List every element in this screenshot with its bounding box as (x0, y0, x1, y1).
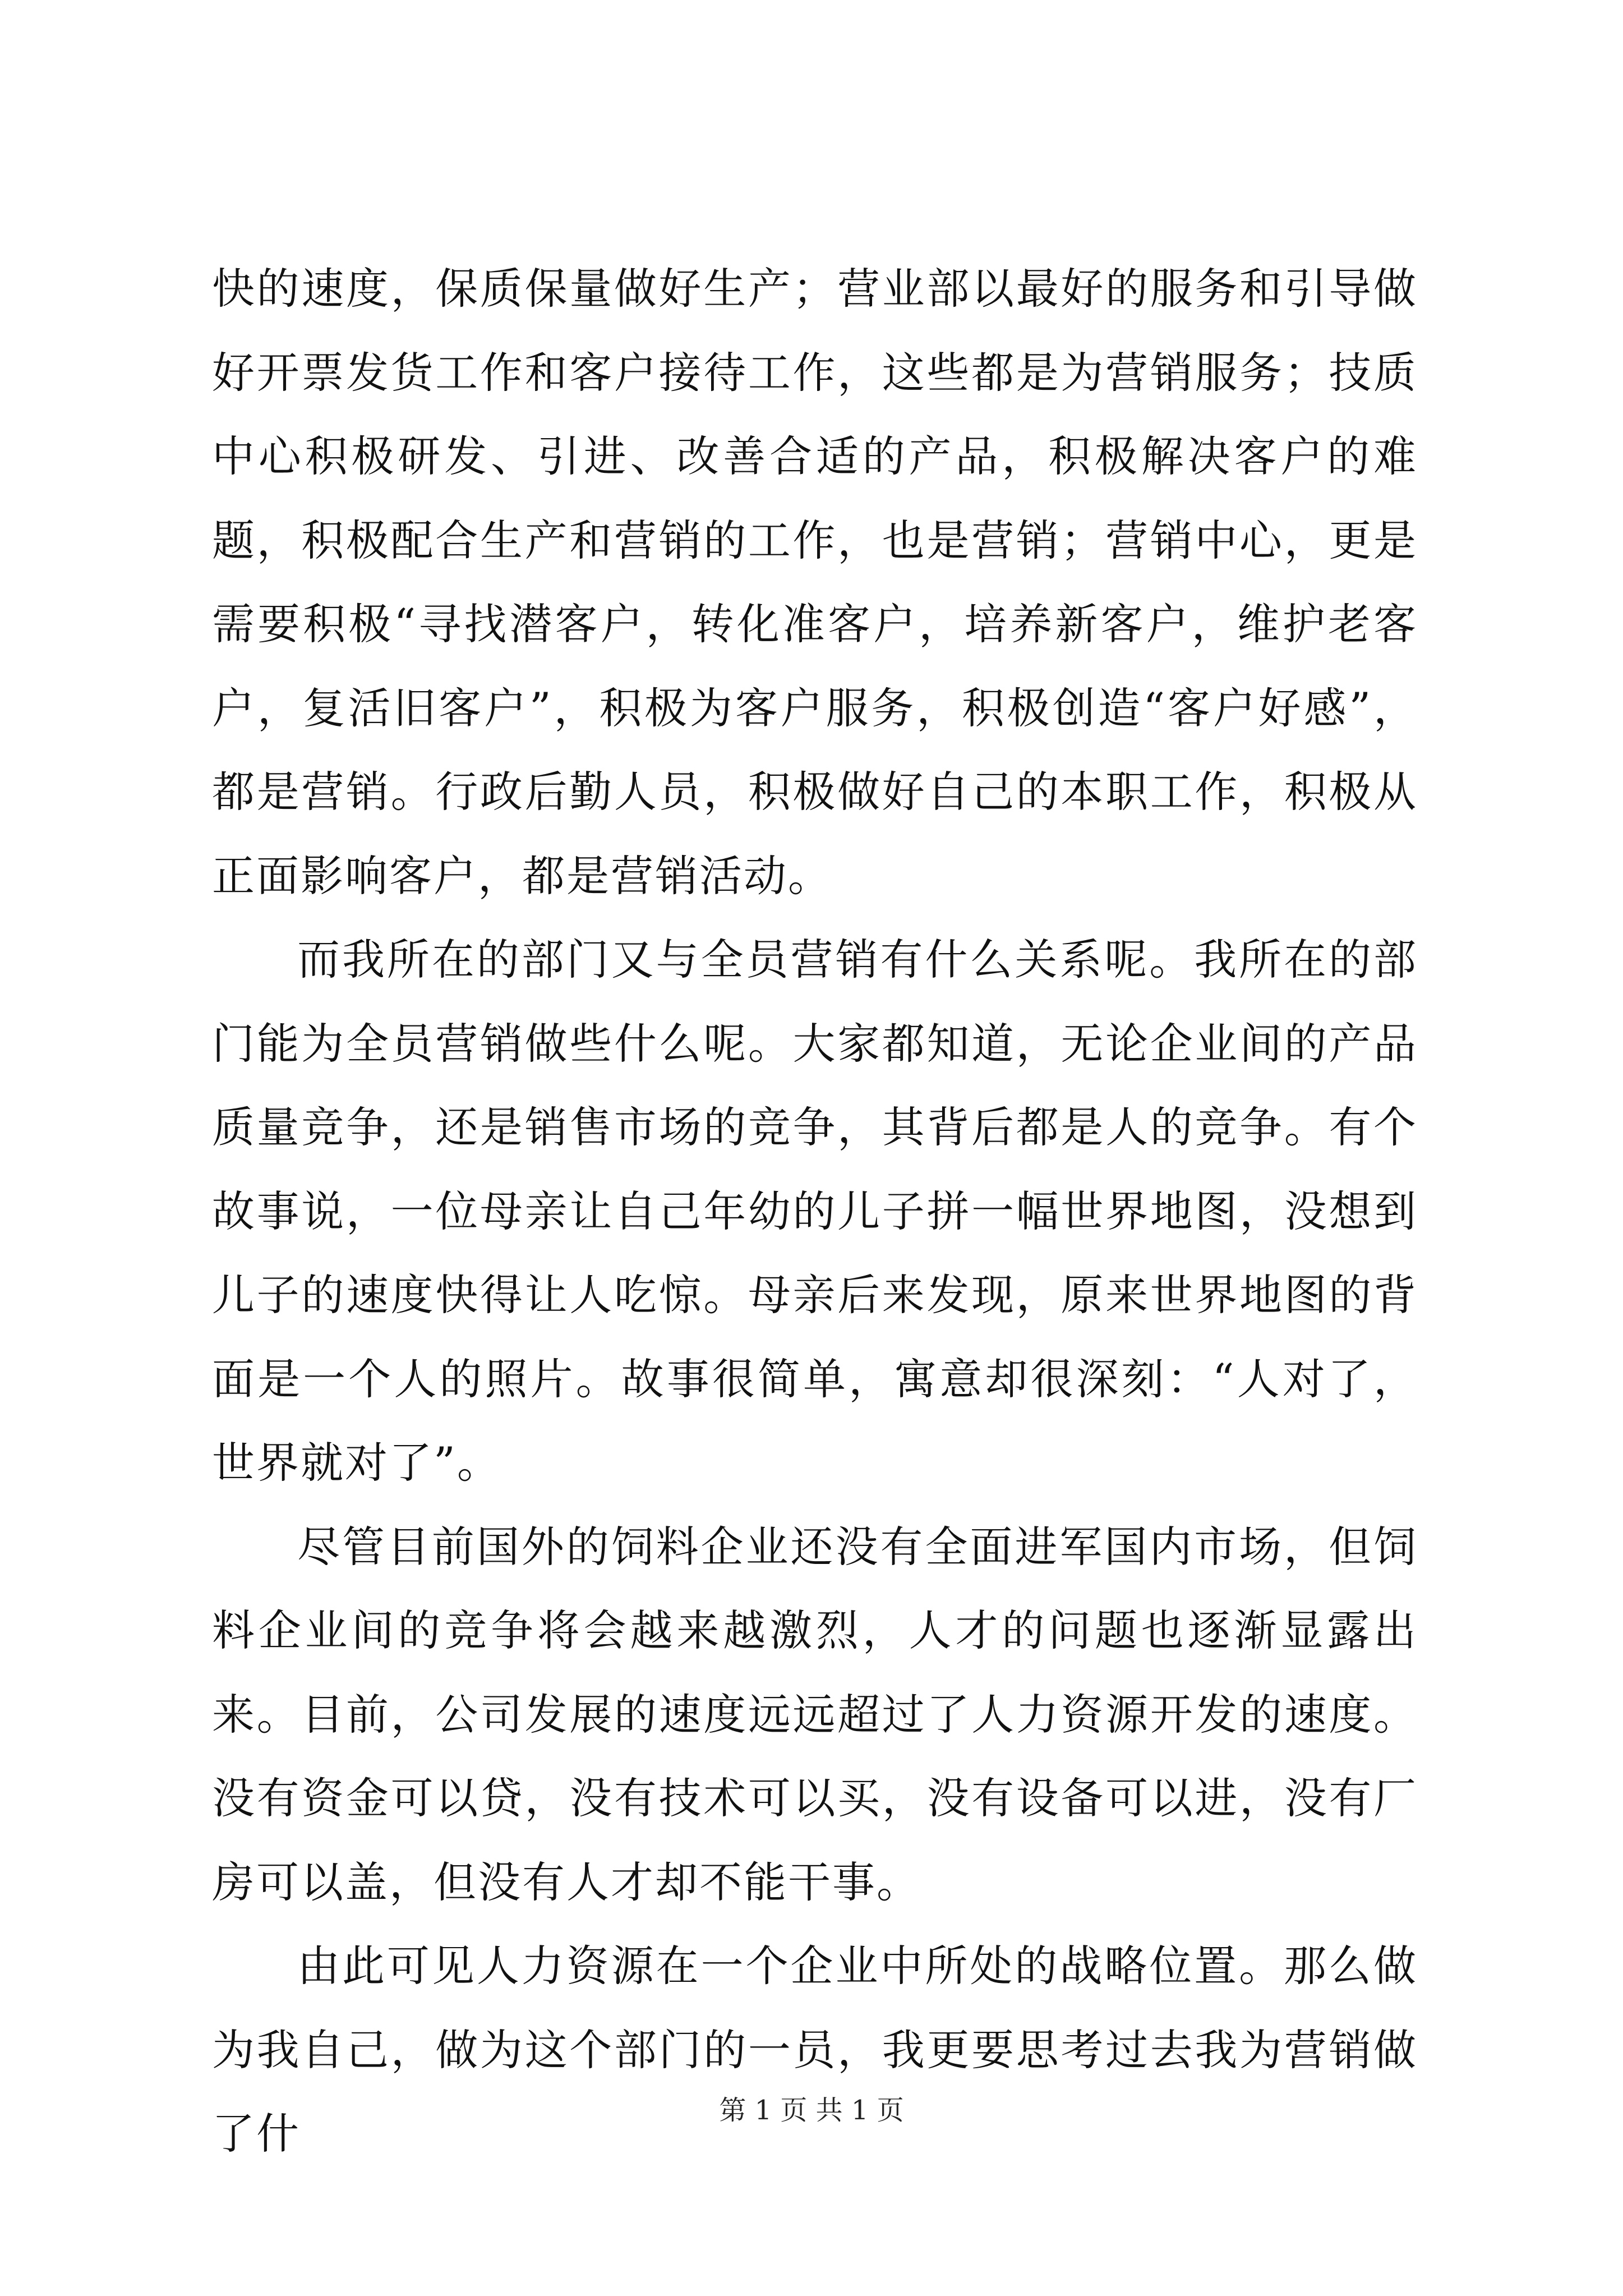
paragraph-continued: 快的速度，保质保量做好生产；营业部以最好的服务和引导做好开票发货工作和客户接待工作，这些都是为营销服务；技质中心积极研发、引进、改善合适的产品，积极解决客户的难题，积极配合生产和营销的工作，也是营销；营销中心，更是需要积极“寻找潜客户，转化准客户，培养新客户，维护老客户，复活旧客户”，积极为客户服务，积极创造“客户好感”，都是营销。行政后勤人员，积极做好自己的本职工作，积极从正面影响客户，都是营销活动。 (212, 264, 1418, 901)
document-body (212, 247, 1418, 2176)
paragraph: 由此可见人力资源在一个企业中所处的战略位置。那么做为我自己，做为这个部门的一员，我更要思考过去我为营销做了什 (212, 1941, 1418, 2159)
page-footer: 第 1 页 共 1 页 (719, 2095, 904, 2126)
paragraph: 尽管目前国外的饲料企业还没有全面进军国内市场，但饲料企业间的竞争将会越来越激烈，人才的问题也逐渐显露出来。目前，公司发展的速度远远超过了人力资源开发的速度。没有资金可以贷，没有技术可以买，没有设备可以进，没有厂房可以盖，但没有人才却不能干事。 (212, 1521, 1418, 1907)
paragraph: 而我所在的部门又与全员营销有什么关系呢。我所在的部门能为全员营销做些什么呢。大家都知道，无论企业间的产品质量竞争，还是销售市场的竞争，其背后都是人的竞争。有个故事说，一位母亲让自己年幼的儿子拼一幅世界地图，没想到儿子的速度快得让人吃惊。母亲后来发现，原来世界地图的背面是一个人的照片。故事很简单，寓意却很深刻：“人对了，世界就对了”。 (212, 935, 1418, 1488)
